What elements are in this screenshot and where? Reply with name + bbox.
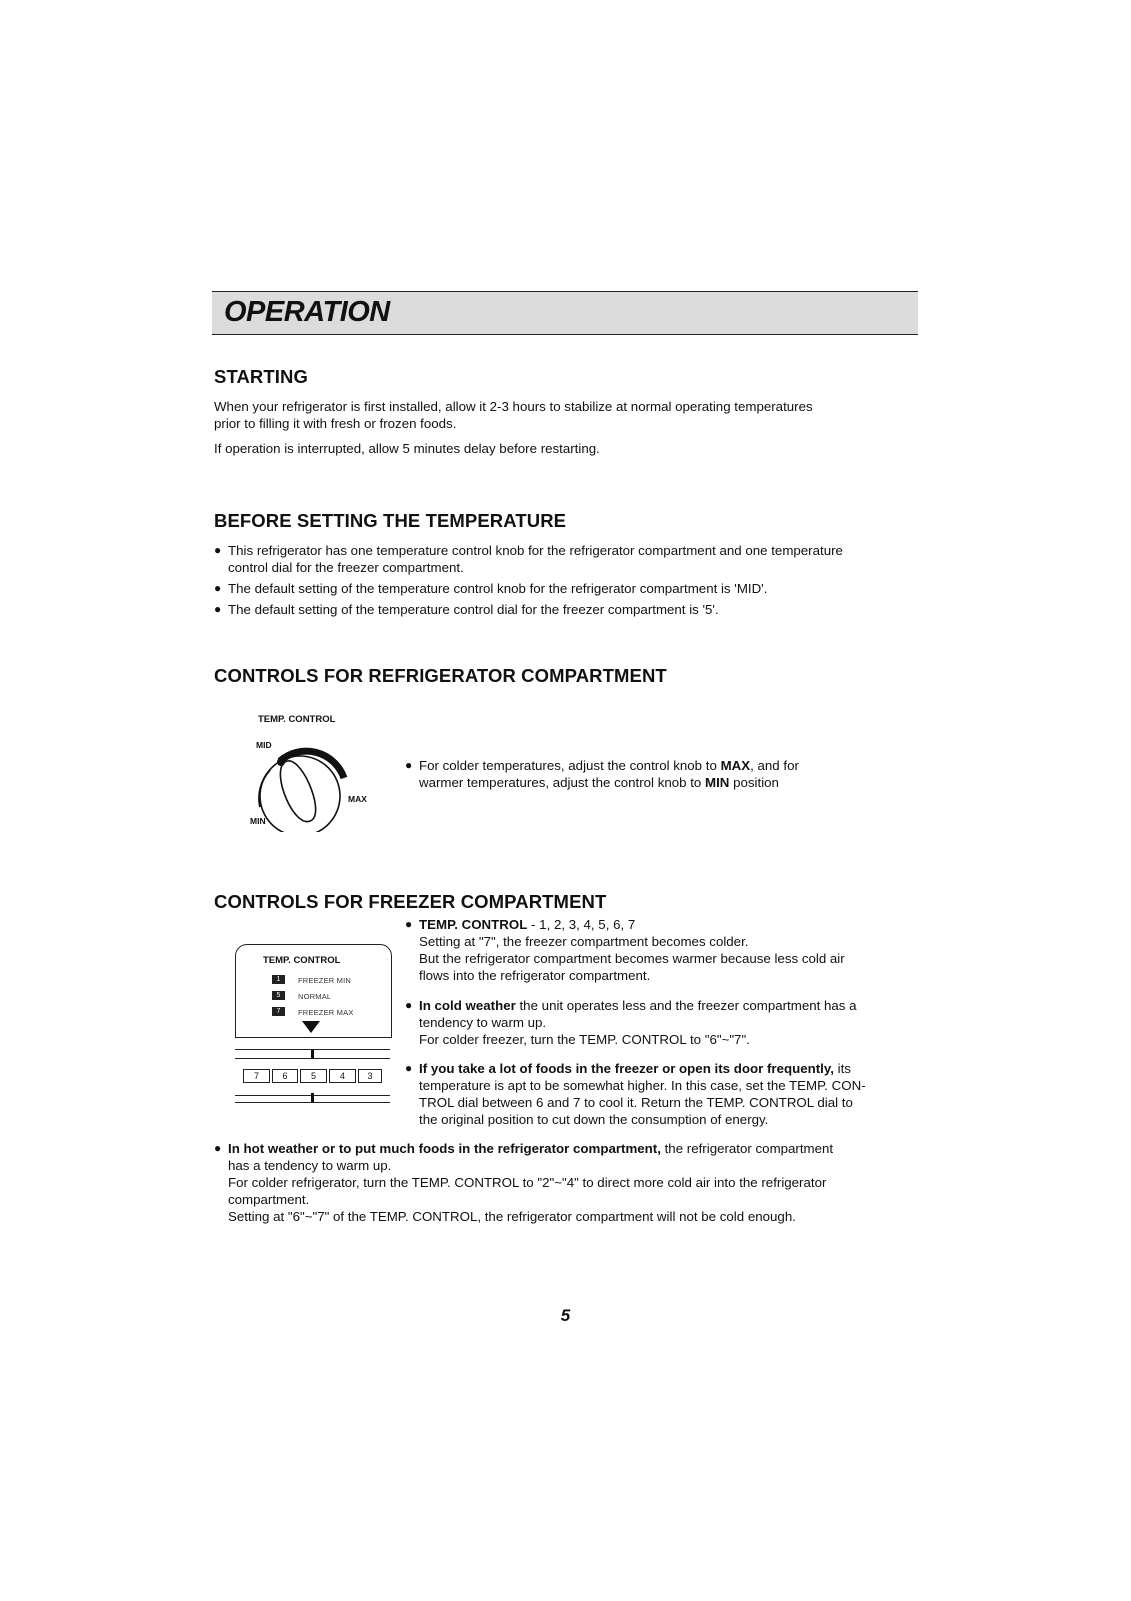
dial-number: 6 xyxy=(272,1069,298,1083)
freezer-control-panel xyxy=(235,944,392,1038)
fridge-instruction: ● For colder temperatures, adjust the control knob to MAX, and for warmer temperatures, adjust the control knob to MIN position xyxy=(405,758,799,790)
knob-min-label: MIN xyxy=(250,816,266,826)
starting-paragraph-2: If operation is interrupted, allow 5 minutes delay before restarting. xyxy=(214,441,600,456)
dial-marker xyxy=(311,1093,314,1102)
bullet-icon: ● xyxy=(214,581,222,595)
before-bullet-2: ● The default setting of the temperature control knob for the refrigerator compartment is 'MID'. xyxy=(214,581,768,596)
bullet-icon: ● xyxy=(405,917,413,931)
bullet-icon: ● xyxy=(214,1141,222,1155)
freezer-bullet-4: ● In hot weather or to put much foods in the refrigerator compartment, the refrigerator compartment has a tendency to warm up. For colder refrigerator, turn the TEMP. CONTROL to "2"~"4" to direct more cold air into the refrigerator compartment. Setting at "6"~"7" of the TEMP. CONTROL, the refrigerator compartment will not be cold enough. xyxy=(214,1141,834,1224)
freezer-heading: CONTROLS FOR FREEZER COMPARTMENT xyxy=(214,891,607,912)
fridge-knob-diagram xyxy=(240,712,380,832)
freezer-bullet-1: ● TEMP. CONTROL - 1, 2, 3, 4, 5, 6, 7 Setting at "7", the freezer compartment becomes colder. But the refrigerator compartment becomes warmer because less cold air flows into the refrigerator compartment. xyxy=(405,917,845,983)
knob-mid-label: MID xyxy=(256,740,272,750)
legend-label: FREEZER MIN xyxy=(298,976,352,985)
freezer-dial xyxy=(235,1049,390,1103)
fridge-heading: CONTROLS FOR REFRIGERATOR COMPARTMENT xyxy=(214,665,667,686)
dial-number: 3 xyxy=(358,1069,382,1083)
page-number: 5 xyxy=(560,1306,571,1325)
before-bullet-3: ● The default setting of the temperature control dial for the freezer compartment is '5'. xyxy=(214,602,719,617)
bullet-icon: ● xyxy=(214,602,222,616)
starting-paragraph-1: When your refrigerator is first installed, allow it 2-3 hours to stabilize at normal operating temperatures prior to filling it with fresh or frozen foods. xyxy=(214,399,813,431)
dial-number: 5 xyxy=(300,1069,327,1083)
dial-numbers xyxy=(243,1069,383,1083)
legend-number: 7 xyxy=(272,1007,285,1016)
dial-marker xyxy=(311,1050,314,1059)
knob-title: TEMP. CONTROL xyxy=(258,714,336,725)
starting-heading: STARTING xyxy=(214,366,308,387)
legend-number: 1 xyxy=(272,975,285,984)
section-title-bar xyxy=(212,291,918,335)
before-bullet-1: ● This refrigerator has one temperature control knob for the refrigerator compartment and one temperature control dial for the freezer compartment. xyxy=(214,543,843,575)
legend-number: 5 xyxy=(272,991,285,1000)
bullet-icon: ● xyxy=(214,543,222,557)
freezer-bullet-3: ● If you take a lot of foods in the freezer or open its door frequently, its temperature is apt to be somewhat higher. In this case, set the TEMP. CON- TROL dial between 6 and 7 to cool it. Return the TEMP. CONTROL dial to the original position to cut down the consumption of energy. xyxy=(405,1061,866,1127)
panel-title: TEMP. CONTROL xyxy=(263,955,341,966)
legend-label: FREEZER MAX xyxy=(298,1008,354,1017)
page-title: OPERATION xyxy=(224,296,390,328)
freezer-bullet-2: ● In cold weather the unit operates less and the freezer compartment has a tendency to warm up. For colder freezer, turn the TEMP. CONTROL to "6"~"7". xyxy=(405,998,857,1047)
bullet-icon: ● xyxy=(405,758,413,772)
dial-number: 7 xyxy=(243,1069,270,1083)
legend-label: NORMAL xyxy=(298,992,332,1001)
pointer-arrow-icon xyxy=(302,1021,320,1033)
dial-number: 4 xyxy=(329,1069,356,1083)
bullet-icon: ● xyxy=(405,998,413,1012)
before-heading: BEFORE SETTING THE TEMPERATURE xyxy=(214,510,567,531)
temperature-knob-icon xyxy=(240,712,380,832)
bullet-icon: ● xyxy=(405,1061,413,1075)
knob-max-label: MAX xyxy=(348,794,367,804)
